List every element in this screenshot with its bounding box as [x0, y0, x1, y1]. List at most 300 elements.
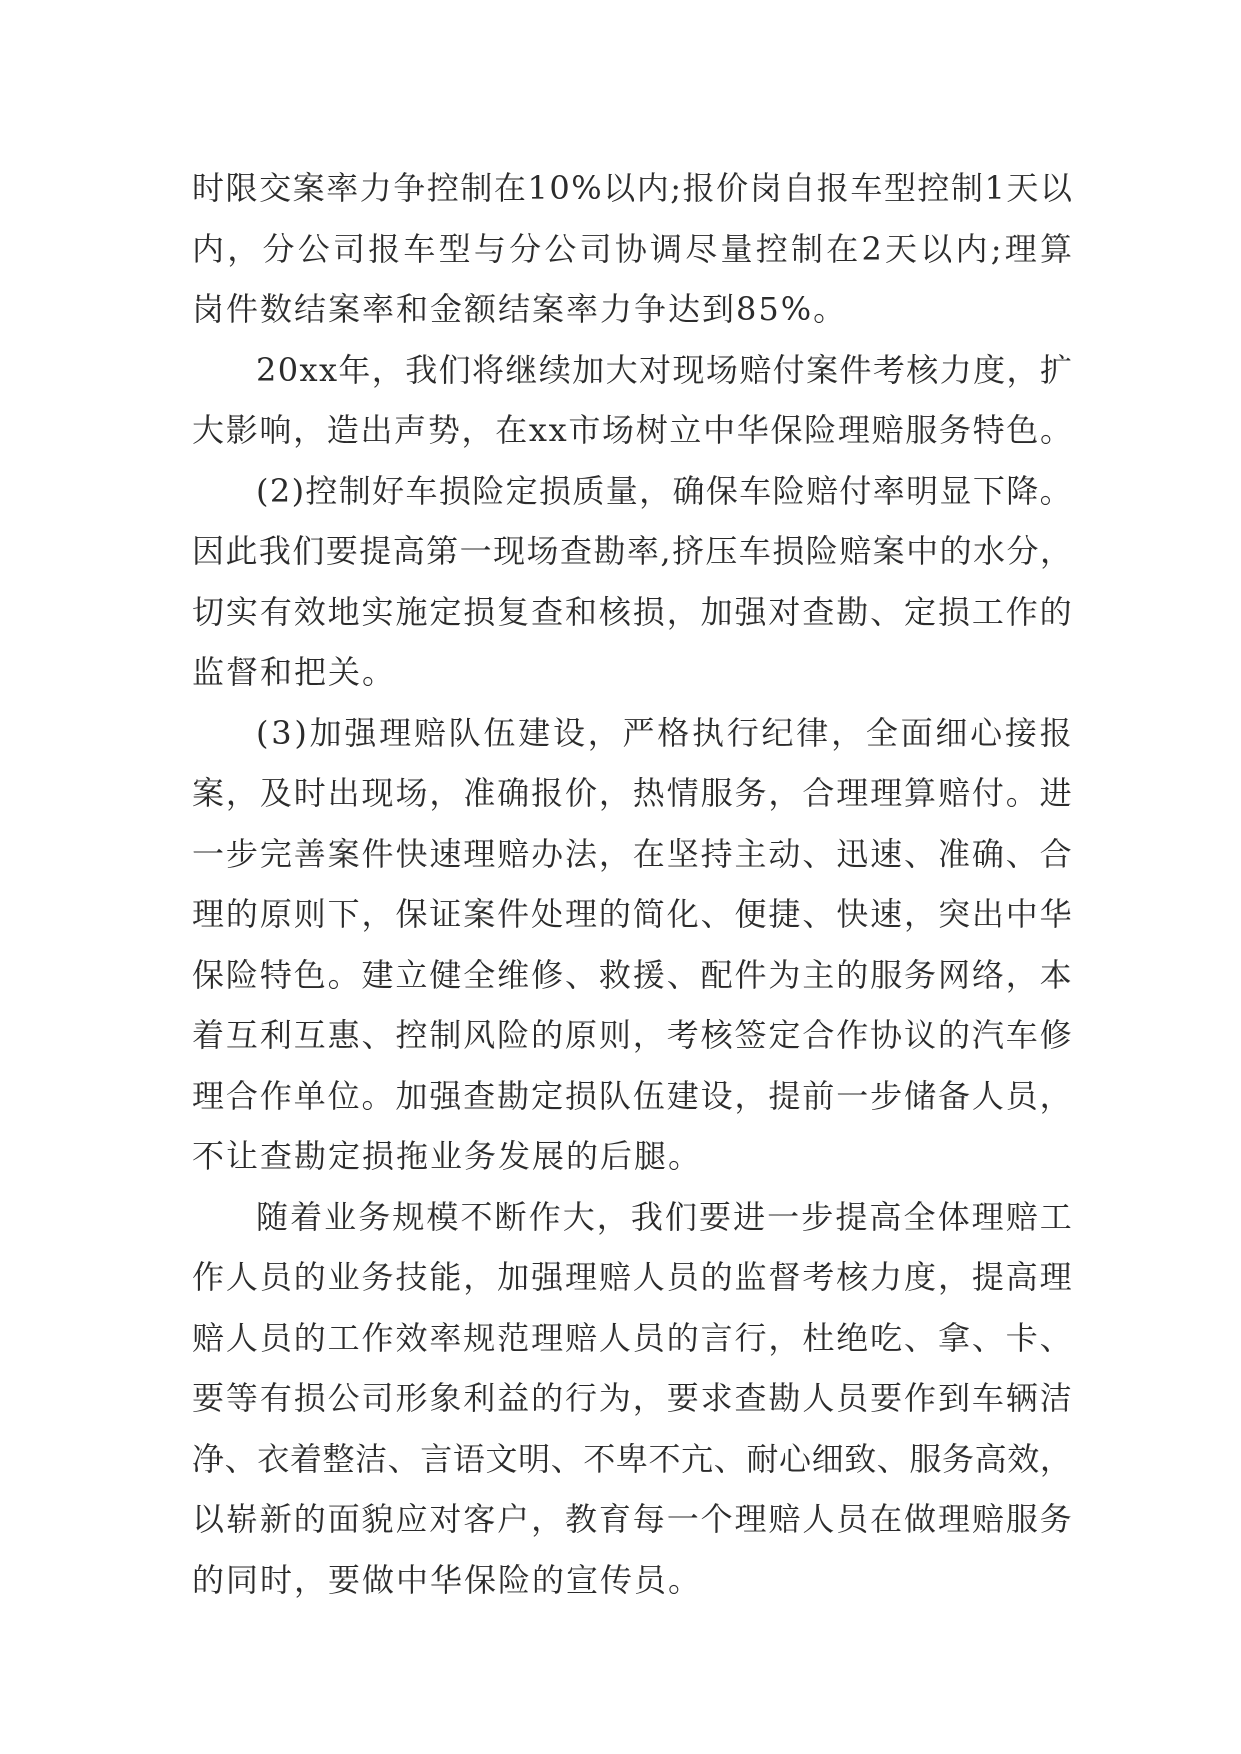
glyph: 内	[636, 169, 669, 207]
glyph: 、	[904, 1318, 937, 1357]
glyph: 务	[938, 411, 971, 449]
glyph: 量	[605, 471, 638, 510]
glyph: 查	[734, 1379, 767, 1417]
glyph: 大	[192, 411, 225, 449]
glyph: 报	[816, 169, 849, 207]
glyph: 特	[259, 955, 292, 994]
glyph: 新	[259, 1500, 292, 1538]
glyph: 配	[700, 955, 733, 994]
glyph: 保	[770, 411, 803, 449]
glyph: 办	[531, 834, 564, 873]
glyph: 第	[426, 532, 459, 570]
glyph: 核	[906, 350, 939, 389]
glyph: 着	[289, 1439, 322, 1478]
glyph: 等	[225, 1379, 258, 1417]
glyph: 格	[657, 713, 690, 752]
glyph: 员	[259, 1318, 292, 1357]
glyph: 现	[361, 774, 394, 812]
glyph: ，	[734, 1076, 767, 1115]
glyph: 时	[192, 169, 225, 207]
glyph: 型	[438, 229, 471, 268]
glyph: 地	[327, 592, 360, 631]
glyph: (	[256, 471, 269, 510]
glyph: 、	[361, 1016, 394, 1054]
glyph: 迅	[836, 834, 869, 873]
glyph: 此	[225, 532, 258, 570]
glyph: 崭	[225, 1500, 258, 1538]
glyph: 案	[292, 169, 325, 207]
glyph: 的	[666, 1318, 699, 1357]
glyph: 为	[768, 955, 801, 994]
glyph: 势	[427, 411, 460, 449]
glyph: 貌	[361, 1500, 394, 1538]
glyph: 的	[700, 1258, 733, 1296]
text-line	[192, 1005, 1072, 1066]
glyph: 续	[538, 350, 571, 389]
glyph: 不	[648, 1439, 681, 1478]
glyph: 险	[772, 471, 805, 510]
glyph: ，	[598, 774, 631, 812]
glyph: 惠	[327, 1016, 360, 1054]
glyph: 案	[806, 350, 839, 389]
glyph: 伍	[632, 1076, 665, 1115]
line-text: 岗件数结案率和金额结案率力争达到85%。	[192, 290, 848, 328]
glyph: 赔	[739, 350, 772, 389]
glyph: ，	[666, 592, 699, 631]
line-text	[192, 1489, 1072, 1550]
glyph: 效	[293, 592, 326, 631]
glyph: 高	[974, 1439, 1007, 1478]
glyph: 付	[839, 471, 872, 510]
glyph: 理	[1004, 229, 1037, 268]
glyph: 损	[463, 592, 496, 631]
text-line	[192, 1368, 1072, 1429]
glyph: 损	[539, 471, 572, 510]
glyph: 修	[1039, 1016, 1072, 1054]
glyph: 以	[192, 1500, 225, 1538]
glyph: 自	[783, 169, 816, 207]
glyph: ，	[371, 350, 404, 389]
glyph: 队	[598, 1076, 631, 1115]
glyph: 每	[632, 1500, 665, 1538]
glyph: 下	[327, 895, 360, 933]
line-text	[192, 945, 1072, 1006]
glyph: 、	[564, 955, 597, 994]
glyph: 损	[564, 1076, 597, 1115]
glyph: 赔	[192, 1318, 225, 1357]
glyph: 损	[632, 592, 665, 631]
glyph: 定	[531, 1076, 564, 1115]
glyph: 热	[632, 774, 665, 812]
glyph: 强	[531, 1258, 564, 1296]
line-text	[192, 1308, 1072, 1369]
glyph: 签	[734, 1016, 767, 1054]
glyph: 一	[192, 834, 225, 873]
glyph: 、	[666, 955, 699, 994]
glyph: 我	[258, 532, 291, 570]
glyph: 、	[904, 834, 937, 873]
glyph: 力	[939, 350, 972, 389]
glyph: ，	[632, 1016, 665, 1054]
glyph: 人	[971, 1076, 1004, 1115]
glyph: 查	[802, 592, 835, 631]
glyph: 工	[1039, 1197, 1072, 1236]
glyph: 持	[700, 834, 733, 873]
glyph: 赔	[1005, 1197, 1038, 1236]
glyph: 接	[1004, 713, 1037, 752]
glyph: 岗	[749, 169, 782, 207]
glyph: 制	[429, 1016, 462, 1054]
line-text	[192, 1005, 1072, 1066]
glyph: 务	[942, 1439, 975, 1478]
glyph: 建	[666, 1076, 699, 1115]
glyph: 求	[700, 1379, 733, 1417]
glyph: 步	[870, 1076, 903, 1115]
glyph: 要	[666, 1379, 699, 1417]
glyph: 报	[531, 774, 564, 812]
glyph: 健	[429, 955, 462, 994]
glyph: 严	[622, 713, 655, 752]
glyph: 理	[870, 774, 903, 812]
glyph: 备	[937, 1076, 970, 1115]
glyph: 力	[359, 169, 392, 207]
glyph: 2	[256, 350, 277, 389]
glyph: 服	[905, 411, 938, 449]
glyph: 整	[322, 1439, 355, 1478]
text-line	[192, 219, 1072, 280]
glyph: 有	[259, 1379, 292, 1417]
glyph: 在	[495, 411, 528, 449]
line-text	[256, 340, 1072, 401]
glyph: ;	[670, 169, 682, 207]
text-line	[192, 884, 1072, 945]
glyph: 作	[528, 1197, 561, 1236]
glyph: 险	[805, 532, 838, 570]
glyph: 提	[359, 532, 392, 570]
glyph: 理	[192, 1076, 225, 1115]
glyph: 制	[950, 169, 983, 207]
glyph: 员	[259, 1258, 292, 1296]
glyph: 车	[850, 169, 883, 207]
glyph: 声	[394, 411, 427, 449]
glyph: 络	[971, 955, 1004, 994]
glyph: 付	[772, 350, 805, 389]
line-text	[192, 582, 1072, 643]
glyph: 修	[531, 955, 564, 994]
glyph: 赔	[564, 1318, 597, 1357]
glyph: 率	[626, 532, 659, 570]
glyph: x	[318, 350, 337, 389]
glyph: 心	[778, 1439, 811, 1478]
glyph: 险	[804, 411, 837, 449]
glyph: 则	[598, 1016, 631, 1054]
glyph: 善	[293, 834, 326, 873]
glyph: 车	[405, 471, 438, 510]
glyph: 加	[309, 713, 342, 752]
glyph: 执	[692, 713, 725, 752]
glyph: 赔	[497, 834, 530, 873]
glyph: 动	[768, 834, 801, 873]
glyph: 对	[768, 592, 801, 631]
glyph: 对	[639, 350, 672, 389]
glyph: 提	[835, 1197, 868, 1236]
glyph: 员	[836, 1379, 869, 1417]
glyph: 个	[700, 1500, 733, 1538]
glyph: 人	[802, 1379, 835, 1417]
line-text	[192, 1368, 1072, 1429]
glyph: 言	[420, 1439, 453, 1478]
glyph: 拿	[937, 1318, 970, 1357]
glyph: 的	[598, 895, 631, 933]
glyph: 作	[904, 1379, 937, 1417]
text-line	[192, 824, 1072, 885]
glyph: 务	[358, 1197, 391, 1236]
glyph: 考	[666, 1016, 699, 1054]
glyph: 理	[837, 411, 870, 449]
glyph: 件	[734, 955, 767, 994]
line-text: 不让查勘定损拖业务发展的后腿。	[192, 1137, 703, 1175]
glyph: 力	[870, 1258, 903, 1296]
glyph: 2	[861, 229, 882, 268]
glyph: 及	[259, 774, 292, 812]
glyph: ，	[531, 1500, 564, 1538]
glyph: 洁	[1039, 1379, 1072, 1417]
glyph: 能	[429, 1258, 462, 1296]
glyph: 突	[937, 895, 970, 933]
glyph: 象	[429, 1379, 462, 1417]
glyph: 原	[259, 895, 292, 933]
glyph: 控	[755, 229, 788, 268]
text-line	[192, 1429, 1072, 1490]
glyph: 汽	[971, 1016, 1004, 1054]
glyph: 。	[327, 955, 360, 994]
glyph: ，	[587, 713, 620, 752]
glyph: 案	[327, 834, 360, 873]
glyph: 核	[598, 592, 631, 631]
glyph: 因	[192, 532, 225, 570]
glyph: 扩	[1039, 350, 1072, 389]
line-text	[192, 1066, 1072, 1127]
glyph: 型	[883, 169, 916, 207]
glyph: 服	[909, 1439, 942, 1478]
glyph: 加	[572, 350, 605, 389]
glyph: 全	[903, 1197, 936, 1236]
glyph: 车	[403, 229, 436, 268]
glyph: 与	[473, 229, 506, 268]
glyph: 行	[734, 1318, 767, 1357]
text-line	[192, 1187, 1072, 1248]
glyph: 援	[632, 955, 665, 994]
glyph: 车	[1005, 1016, 1038, 1054]
glyph: ，	[361, 895, 394, 933]
glyph: 耐	[746, 1439, 779, 1478]
glyph: 的	[531, 1379, 564, 1417]
glyph: 益	[497, 1379, 530, 1417]
glyph: 效	[1007, 1439, 1040, 1478]
glyph: ，	[904, 895, 937, 933]
glyph: 理	[937, 1500, 970, 1538]
glyph: 全	[463, 955, 496, 994]
glyph: x	[548, 411, 567, 449]
glyph: 造	[326, 411, 359, 449]
glyph: 出	[327, 774, 360, 812]
glyph: 主	[734, 834, 767, 873]
glyph: 的	[939, 532, 972, 570]
glyph: 证	[429, 895, 462, 933]
glyph: 设	[552, 713, 585, 752]
glyph: 主	[802, 955, 835, 994]
glyph: 以	[920, 229, 953, 268]
glyph: 快	[836, 895, 869, 933]
text-line	[192, 461, 1072, 522]
glyph: 本	[1039, 955, 1072, 994]
glyph: 强	[344, 713, 377, 752]
glyph: 立	[395, 955, 428, 994]
glyph: 损	[937, 592, 970, 631]
glyph: 范	[497, 1318, 530, 1357]
glyph: 、	[700, 895, 733, 933]
glyph: 形	[395, 1379, 428, 1417]
glyph: 处	[531, 895, 564, 933]
glyph: 的	[1039, 592, 1072, 631]
glyph: 。	[1005, 774, 1038, 812]
glyph: 付	[971, 774, 1004, 812]
glyph: 的	[836, 955, 869, 994]
glyph: 的	[531, 1016, 564, 1054]
glyph: 响	[259, 411, 292, 449]
glyph: 保	[705, 471, 738, 510]
glyph: 率	[429, 1318, 462, 1357]
text-line	[192, 642, 1072, 703]
glyph: 网	[937, 955, 970, 994]
glyph: 技	[395, 1258, 428, 1296]
glyph: 工	[327, 1318, 360, 1357]
glyph: 高	[1005, 1258, 1038, 1296]
glyph: 合	[802, 774, 835, 812]
glyph: 务	[734, 774, 767, 812]
glyph: 务	[904, 955, 937, 994]
glyph: 降	[1006, 471, 1039, 510]
glyph: 交	[259, 169, 292, 207]
glyph: 理	[564, 1258, 597, 1296]
glyph: 、	[1005, 834, 1038, 873]
glyph: ，	[1039, 532, 1072, 570]
glyph: 尽	[685, 229, 718, 268]
glyph: 则	[293, 895, 326, 933]
glyph: 员	[666, 1258, 699, 1296]
glyph: 分	[509, 229, 542, 268]
glyph: 全	[865, 713, 898, 752]
glyph: 价	[564, 774, 597, 812]
glyph: 3	[271, 713, 292, 752]
glyph: 加	[395, 1076, 428, 1115]
glyph: 的	[937, 1016, 970, 1054]
glyph: ，	[463, 1258, 496, 1296]
glyph: 利	[463, 1379, 496, 1417]
glyph: 。	[1039, 471, 1072, 510]
glyph: 应	[395, 1500, 428, 1538]
glyph: 、	[971, 1318, 1004, 1357]
glyph: 件	[497, 895, 530, 933]
glyph: 速	[870, 895, 903, 933]
glyph: 险	[225, 955, 258, 994]
glyph: ，	[639, 471, 672, 510]
glyph: 有	[259, 592, 292, 631]
text-line	[192, 158, 1072, 219]
glyph: 准	[463, 774, 496, 812]
glyph: 教	[564, 1500, 597, 1538]
line-text: 的同时，要做中华保险的宣传员。	[192, 1560, 703, 1599]
document-body	[192, 158, 1072, 1610]
glyph: 大	[605, 350, 638, 389]
glyph: 勘	[768, 1379, 801, 1417]
glyph: 色	[293, 955, 326, 994]
glyph: 定	[505, 471, 538, 510]
glyph: 不	[583, 1439, 616, 1478]
glyph: 净	[192, 1439, 225, 1478]
glyph: 险	[497, 1016, 530, 1054]
glyph: 、	[550, 1439, 583, 1478]
glyph: 辆	[1005, 1379, 1038, 1417]
glyph: 争	[393, 169, 426, 207]
glyph: x	[528, 411, 547, 449]
glyph: 现	[672, 350, 705, 389]
glyph: 的	[225, 895, 258, 933]
glyph: 卡	[1005, 1318, 1038, 1357]
glyph: 车	[739, 471, 772, 510]
glyph: 的	[293, 1258, 326, 1296]
glyph: ，	[768, 1318, 801, 1357]
glyph: ，	[596, 1197, 629, 1236]
glyph: 天	[1006, 169, 1039, 207]
glyph: 场	[705, 350, 738, 389]
glyph: 件	[361, 834, 394, 873]
glyph: 纪	[761, 713, 794, 752]
glyph: 救	[598, 955, 631, 994]
glyph: 不	[460, 1197, 493, 1236]
glyph: 模	[426, 1197, 459, 1236]
glyph: 设	[700, 1076, 733, 1115]
glyph: 提	[971, 1258, 1004, 1296]
glyph: 人	[632, 1258, 665, 1296]
glyph: 要	[699, 1197, 732, 1236]
glyph: 查	[463, 1076, 496, 1115]
glyph: 在	[493, 169, 526, 207]
glyph: 大	[562, 1197, 595, 1236]
glyph: 确	[672, 471, 705, 510]
glyph: 控	[917, 169, 950, 207]
glyph: ，	[225, 774, 258, 812]
glyph: 步	[801, 1197, 834, 1236]
glyph: 务	[1039, 1500, 1072, 1538]
glyph: 树	[635, 411, 668, 449]
glyph: 显	[939, 471, 972, 510]
text-line	[192, 1066, 1072, 1127]
line-text	[192, 824, 1072, 885]
glyph: 算	[1039, 229, 1072, 268]
glyph: 案	[463, 895, 496, 933]
glyph: 1	[984, 169, 1005, 207]
glyph: 随	[256, 1197, 289, 1236]
glyph: 面	[327, 1500, 360, 1538]
glyph: (	[256, 713, 269, 752]
glyph: 加	[700, 592, 733, 631]
glyph: 勘	[593, 532, 626, 570]
glyph: 控	[395, 1016, 428, 1054]
glyph: 公	[327, 1379, 360, 1417]
glyph: 到	[937, 1379, 970, 1417]
glyph: 体	[937, 1197, 970, 1236]
